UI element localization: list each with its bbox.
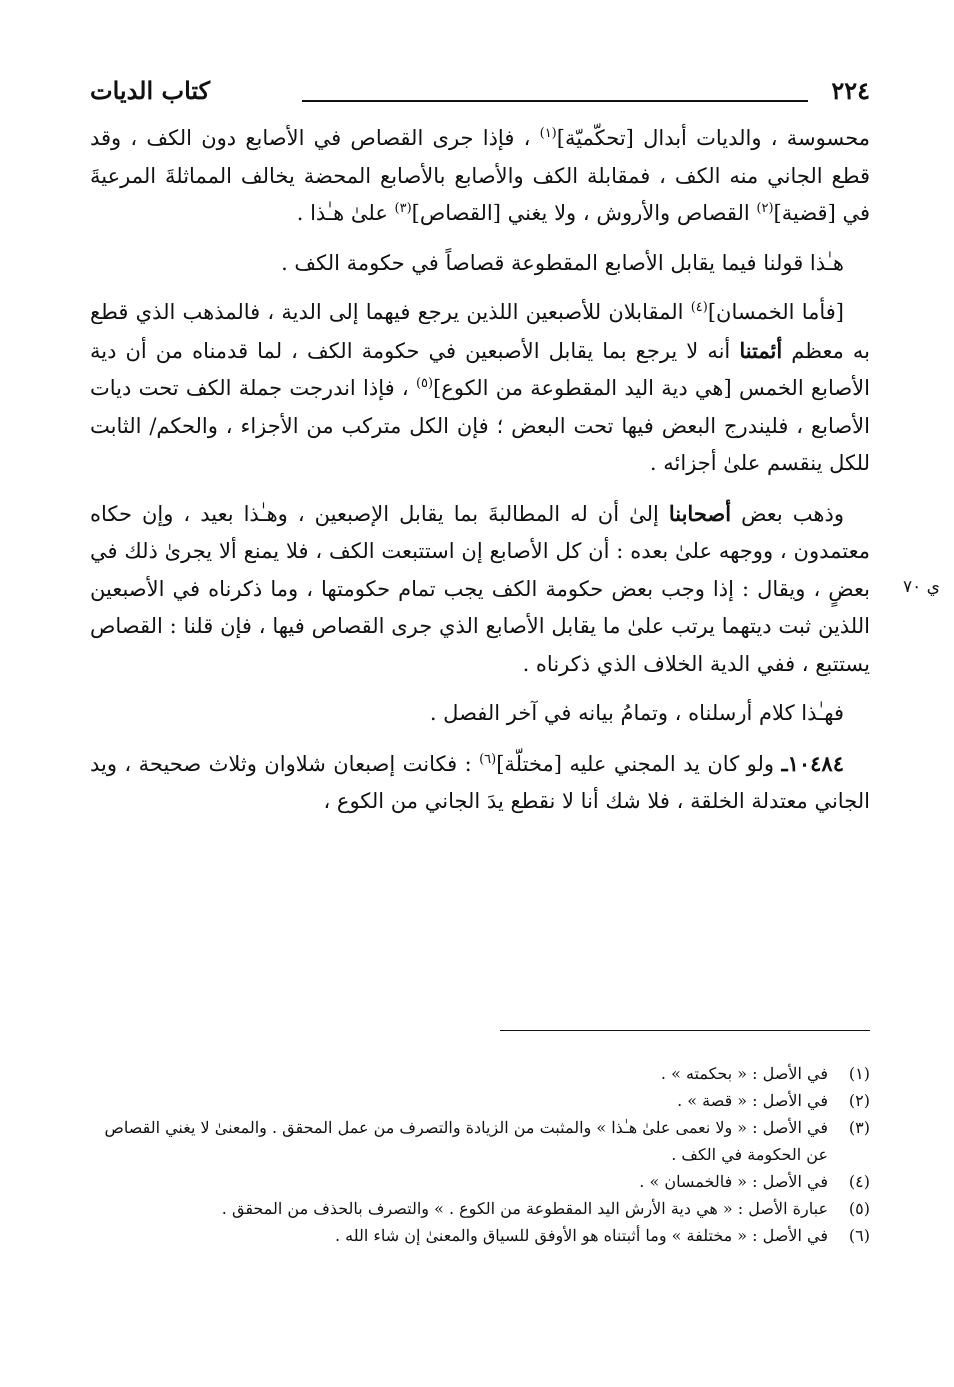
footnote-ref-3[interactable]: (٣) [394,201,412,216]
footnote-text: عبارة الأصل : « هي دية الأرش اليد المقطوعة من الكوع . » والتصرف بالحذف من المحقق . [221,1199,828,1218]
paragraph-4 [90,495,870,684]
paragraph-6 [90,745,870,821]
footnote-text: في الأصل : « مختلفة » وما أثبتناه هو الأوفق للسياق والمعنىٰ إن شاء الله . [334,1226,828,1245]
header-rule [302,100,808,102]
text-segment: ، فإذا اندرجت جملة الكف تحت ديات الأصابع ، فليندرج البعض فيها تحت البعض ؛ فإن الكل متركب من الأجزاء ، والحكم/ الثابت للكل ينقسم علىٰ أجزائه . [90,376,870,475]
paragraph-3 [90,294,870,483]
text-segment: [فأما الخمسان] [707,300,844,324]
footnote-ref-5[interactable]: (٥) [415,376,434,391]
text-segment: ولو كان يد المجني عليه [مختلّة] [496,751,782,776]
text-segment: أنه لا يرجع بما يقابل الأصبعين في حكومة الكف ، لما قدمناه من أن دية الأصابع الخمس [هي دية اليد المقطوعة من الكوع] [90,338,870,400]
text-segment: ، فإذا جرى القصاص في الأصابع دون الكف ، وقد قطع الجاني منه الكف ، فمقابلة الكف والأصابع بالأصابع المحضة يخالف المماثلةَ المرعيةَ في [قضية] [90,126,870,225]
footnote-text: في الأصل : « ولا نعمى علىٰ هـٰذا » والمثبت من الزيادة والتصرف من عمل المحقق . والمعنىٰ لا يغني القصاص عن الحكومة في الكف . [104,1118,828,1164]
text-segment: القصاص والأروش ، ولا يغني [القصاص] [411,201,757,225]
book-title: كتاب الديات [90,76,211,105]
footnote-number: (٦) [848,1226,870,1245]
section-number: ١٠٤٨٤ـ [781,750,844,776]
footnote-5 [90,1195,870,1222]
text-segment: محسوسة ، والديات أبدال [تحكّميّة] [556,126,870,150]
footnote-text: في الأصل : « بحكمته » . [660,1064,828,1083]
footnote-ref-4[interactable]: (٤) [690,300,708,315]
bold-term: أصحابنا [668,500,732,526]
margin-note: ي ٧٠ [903,577,940,597]
footnote-2 [90,1087,870,1114]
footnote-3 [90,1114,870,1168]
text-segment: علىٰ هـٰذا . [296,201,395,225]
footnotes [90,1060,870,1249]
footnote-4 [90,1168,870,1195]
footnote-ref-2[interactable]: (٢) [756,201,774,216]
footnote-ref-6[interactable]: (٦) [479,751,497,767]
footnote-1 [90,1060,870,1087]
footnote-ref-1[interactable]: (١) [539,126,557,141]
page-header [90,72,870,112]
text-segment: المقابلان للأصبعين اللذين يرجع فيهما إلى الدية ، فالمذهب الذي قطع به معظم [90,300,870,363]
footnote-number: (٥) [848,1199,870,1218]
footnote-6 [90,1222,870,1249]
footnote-number: (٣) [848,1118,870,1137]
text-segment: إلىٰ أن له المطالبةَ بما يقابل الإصبعين ، وهـٰذا بعيد ، وإن حكاه معتمدون ، ووجهه علىٰ بعده : أن كل الأصابع إن استتبعت الكف ، فلا يمنع ألا يجرىٰ ذلك في بعضٍ ، ويقال : إذا وجب بعض حكومة الكف يجب تمام حكومتها ، وما ذكرناه في الأصبعين اللذين ثبت ديتهما يرتب علىٰ ما يقابل الأصابع الذي جرى القصاص فيها ، فإن قلنا : القصاص يستتبع ، ففي الدية الخلاف الذي ذكرناه . [90,501,870,676]
text-segment: : فكانت إصبعان شلاوان وثلاث صحيحة ، ويد الجاني معتدلة الخلقة ، فلا شك أنا لا نقطع يدَ الجاني من الكوع ، [90,751,870,813]
footnote-text: في الأصل : « فالخمسان » . [639,1172,828,1191]
main-text [90,120,870,833]
footnote-text: في الأصل : « قصة » . [677,1091,828,1110]
footnote-separator [500,1030,870,1031]
footnote-number: (١) [848,1064,870,1083]
footnote-number: (٢) [848,1091,870,1110]
footnote-number: (٤) [848,1172,870,1191]
page-number: ٢٢٤ [831,76,870,105]
text-segment: وذهب بعض [731,501,844,526]
paragraph-2: هـٰذا قولنا فيما يقابل الأصابع المقطوعة قصاصاً في حكومة الكف . [281,250,844,275]
paragraph-5: فهـٰذا كلام أرسلناه ، وتمامُ بيانه في آخر الفصل . [429,701,844,725]
bold-term: أئمتنا [739,337,783,363]
paragraph-1 [90,120,870,233]
